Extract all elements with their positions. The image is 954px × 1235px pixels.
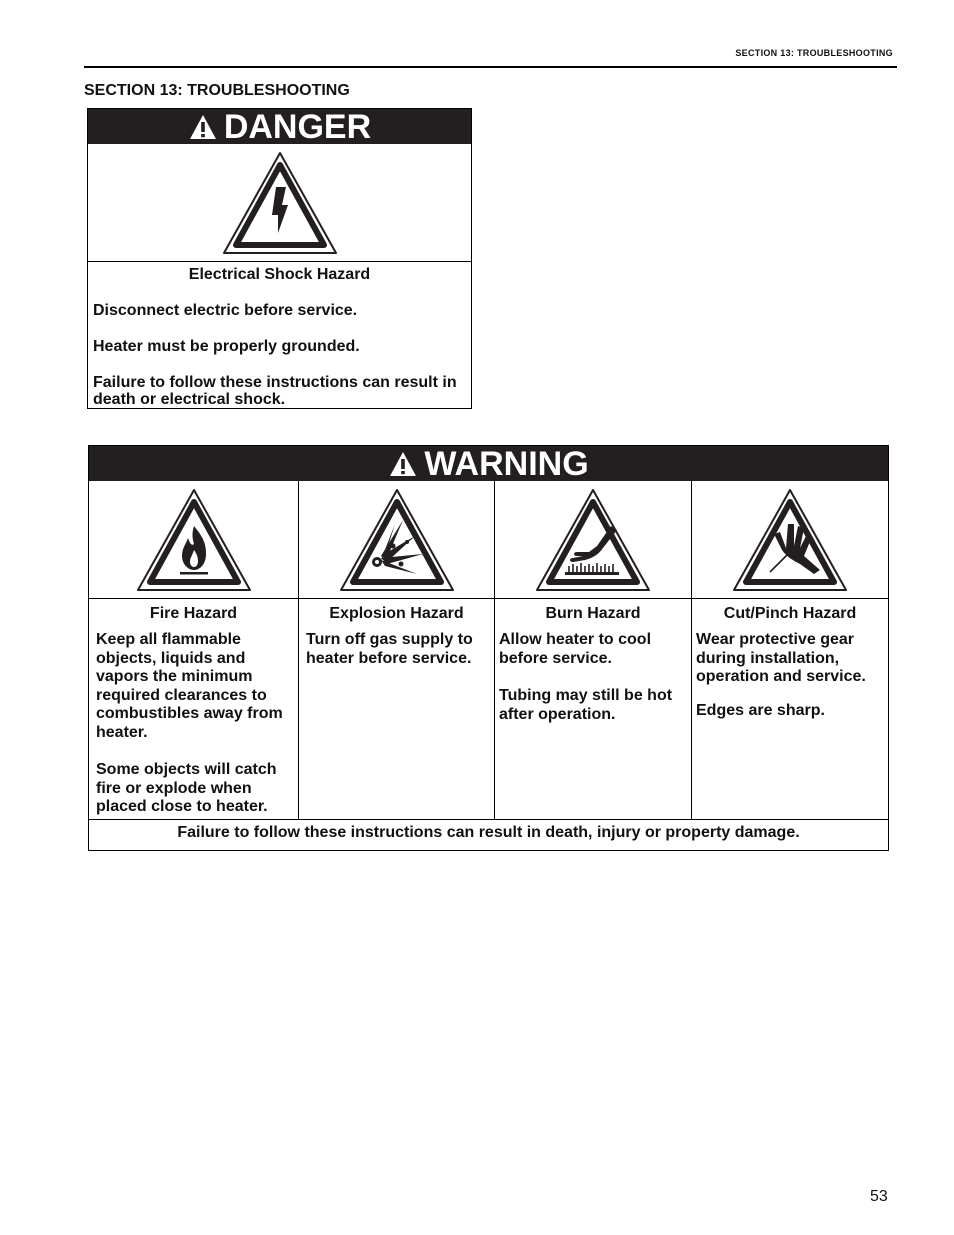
alert-triangle-icon bbox=[388, 450, 418, 478]
danger-icon-area bbox=[88, 144, 471, 262]
hazard-paragraph: Turn off gas supply to heater before service. bbox=[306, 631, 473, 667]
hazard-paragraph: Wear protective gear during installation, operation and service. bbox=[696, 631, 866, 685]
hazard-title: Burn Hazard bbox=[545, 605, 641, 622]
danger-line: Heater must be properly grounded. bbox=[93, 338, 360, 355]
danger-label: DANGER bbox=[223, 107, 372, 146]
explosion-hazard-icon bbox=[337, 486, 457, 594]
electrical-shock-icon bbox=[220, 149, 340, 257]
hazard-paragraph: Edges are sharp. bbox=[696, 701, 825, 719]
hazard-paragraph: Keep all flammable objects, liquids and vapors the minimum required clearances to combustibles away from heater. bbox=[96, 631, 283, 741]
hazard-body bbox=[495, 623, 691, 724]
danger-banner bbox=[88, 109, 471, 144]
warning-footer: Failure to follow these instructions can result in death, injury or property damage. bbox=[177, 824, 800, 841]
danger-box bbox=[87, 108, 472, 409]
hazard-paragraph: Some objects will catch fire or explode when placed close to heater. bbox=[96, 761, 277, 815]
hazard-column-cut-pinch bbox=[692, 481, 888, 819]
col-icon-area bbox=[495, 481, 691, 599]
hazard-paragraph: Allow heater to cool before service. bbox=[499, 631, 652, 667]
col-icon-area bbox=[299, 481, 494, 599]
danger-line: Failure to follow these instructions can result in death or electrical shock. bbox=[93, 374, 457, 408]
section-title: SECTION 13: TROUBLESHOOTING bbox=[84, 82, 350, 99]
hazard-title: Cut/Pinch Hazard bbox=[723, 605, 857, 622]
hazard-title: Fire Hazard bbox=[149, 605, 238, 622]
running-head-text: SECTION 13: TROUBLESHOOTING bbox=[735, 48, 893, 58]
col-icon-area bbox=[692, 481, 888, 599]
page-number: 53 bbox=[870, 1188, 888, 1205]
cut-pinch-hazard-icon bbox=[730, 486, 850, 594]
hazard-columns bbox=[89, 481, 888, 820]
warning-box bbox=[88, 445, 889, 851]
hazard-column-burn bbox=[495, 481, 692, 819]
danger-line: Disconnect electric before service. bbox=[93, 302, 358, 319]
hazard-column-fire bbox=[89, 481, 299, 819]
warning-banner bbox=[89, 446, 888, 481]
col-icon-area bbox=[89, 481, 298, 599]
danger-text bbox=[88, 262, 471, 408]
hazard-body bbox=[89, 623, 298, 817]
burn-hazard-icon bbox=[533, 486, 653, 594]
hazard-body bbox=[692, 623, 888, 720]
fire-hazard-icon bbox=[134, 486, 254, 594]
warning-label: WARNING bbox=[424, 444, 589, 483]
alert-triangle-icon bbox=[188, 113, 218, 141]
danger-hazard-title: Electrical Shock Hazard bbox=[188, 266, 371, 283]
running-header bbox=[84, 48, 897, 68]
hazard-column-explosion bbox=[299, 481, 495, 819]
hazard-body bbox=[299, 623, 494, 668]
hazard-title: Explosion Hazard bbox=[329, 605, 464, 622]
hazard-paragraph: Tubing may still be hot after operation. bbox=[499, 687, 673, 723]
